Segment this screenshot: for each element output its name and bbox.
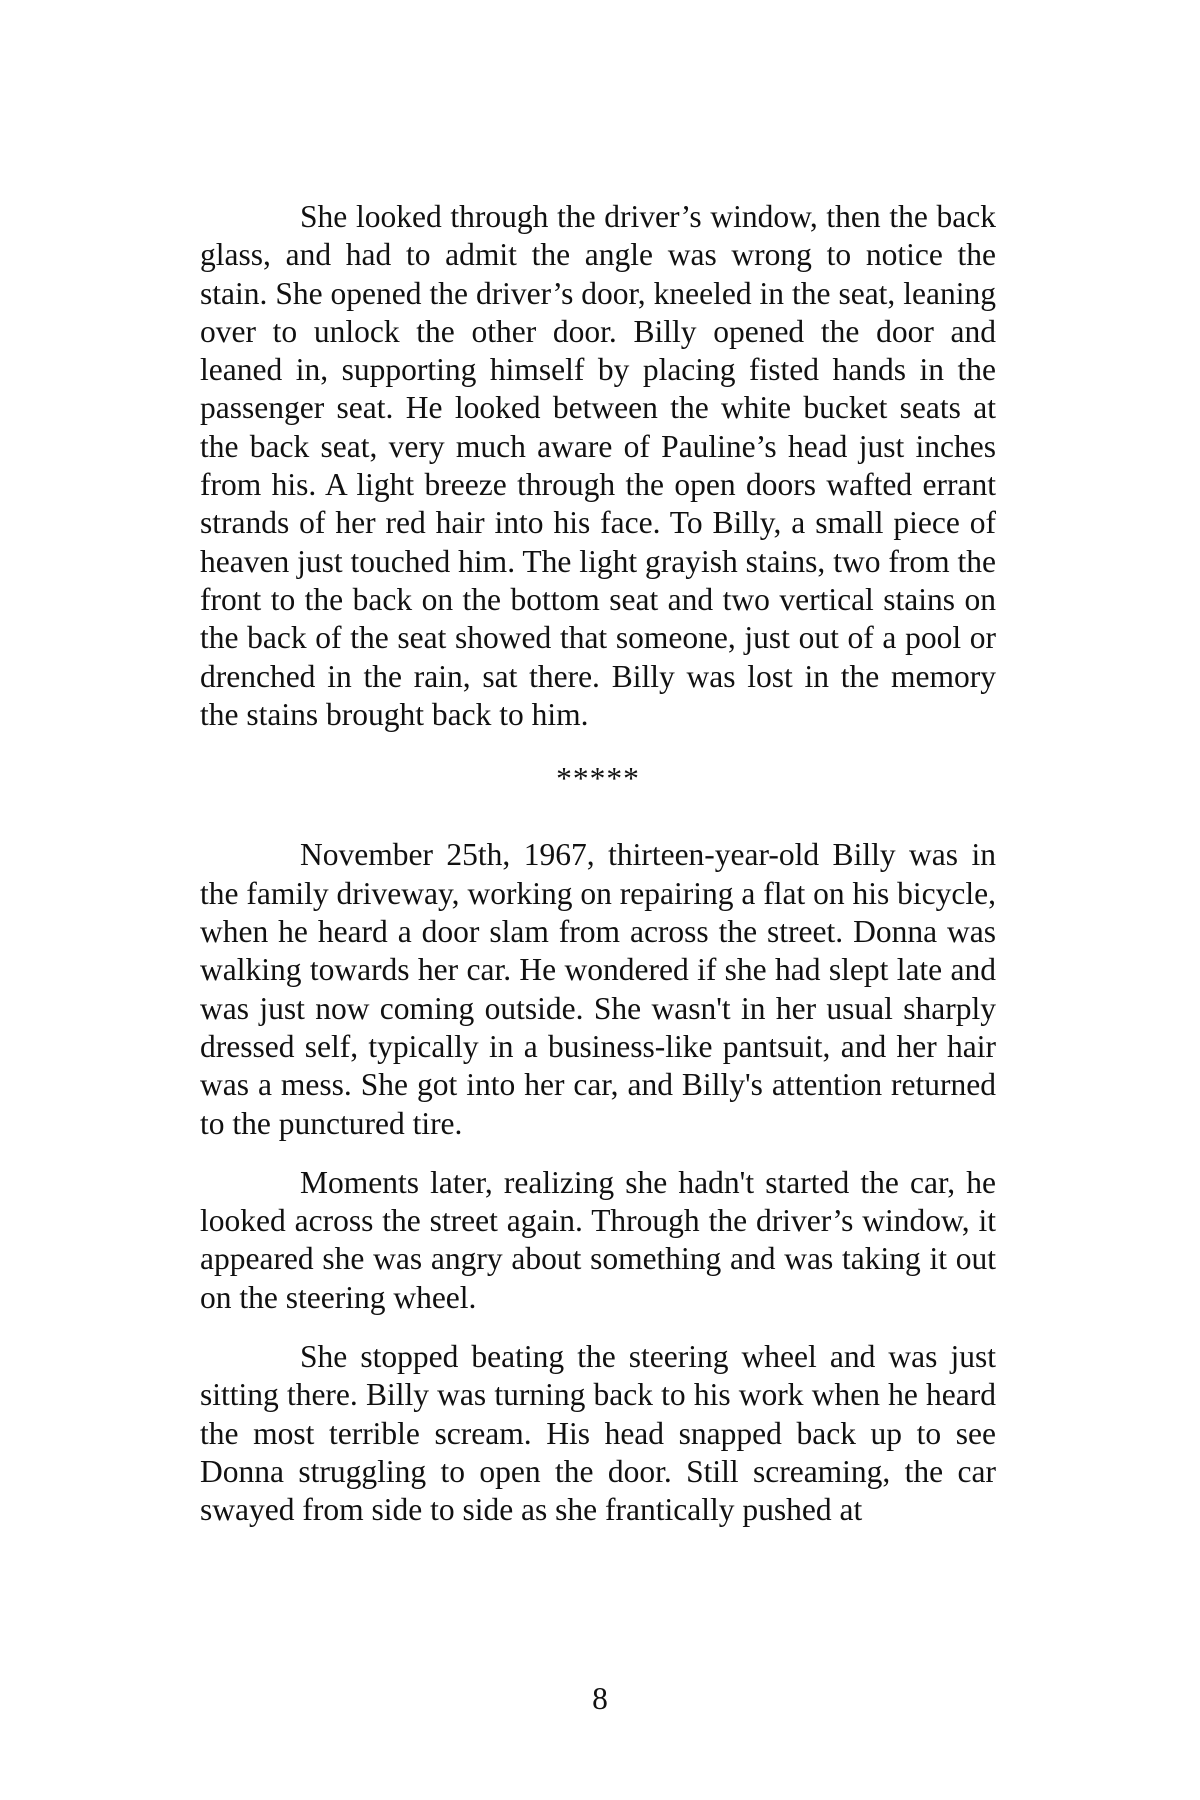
- paragraph-1: She looked through the driver’s window, then the back glass, and had to admit the angle was wrong to notice the stain. She opened the driver’s door, kneeled in the seat, leaning over to unlock the other door. Billy opened the door and leaned in, supporting himself by placing fisted hands in the passenger seat. He looked between the white bucket seats at the back seat, very much aware of Pauline’s head just inches from his. A light breeze through the open doors wafted errant strands of her red hair into his face. To Billy, a small piece of heaven just touched him. The light grayish stains, two from the front to the back on the bottom seat and two vertical stains on the back of the seat showed that someone, just out of a pool or drenched in the rain, sat there. Billy was lost in the memory the stains brought back to him.: [200, 199, 996, 732]
- paragraph-4: She stopped beating the steering wheel and was just sitting there. Billy was turning back to his work when he heard the most terrible scream. His head snapped back up to see Donna struggling to open the door. Still screaming, the car swayed from side to side as she frantically pushed at: [200, 1339, 996, 1528]
- page-number: 8: [592, 1681, 608, 1716]
- body-text: [200, 198, 996, 1530]
- paragraph-3: Moments later, realizing she hadn't started the car, he looked across the street again. Through the driver’s window, it appeared she was angry about something and was taking it out on the steering wheel.: [200, 1164, 996, 1315]
- paragraph-2: November 25th, 1967, thirteen-year-old Billy was in the family driveway, working on repairing a flat on his bicycle, when he heard a door slam from across the street. Donna was walking towards her car. He wondered if she had slept late and was just now coming outside. She wasn't in her usual sharply dressed self, typically in a business-like pantsuit, and her hair was a mess. She got into her car, and Billy's attention returned to the punctured tire.: [200, 837, 996, 1141]
- scene-break: *****: [556, 761, 640, 797]
